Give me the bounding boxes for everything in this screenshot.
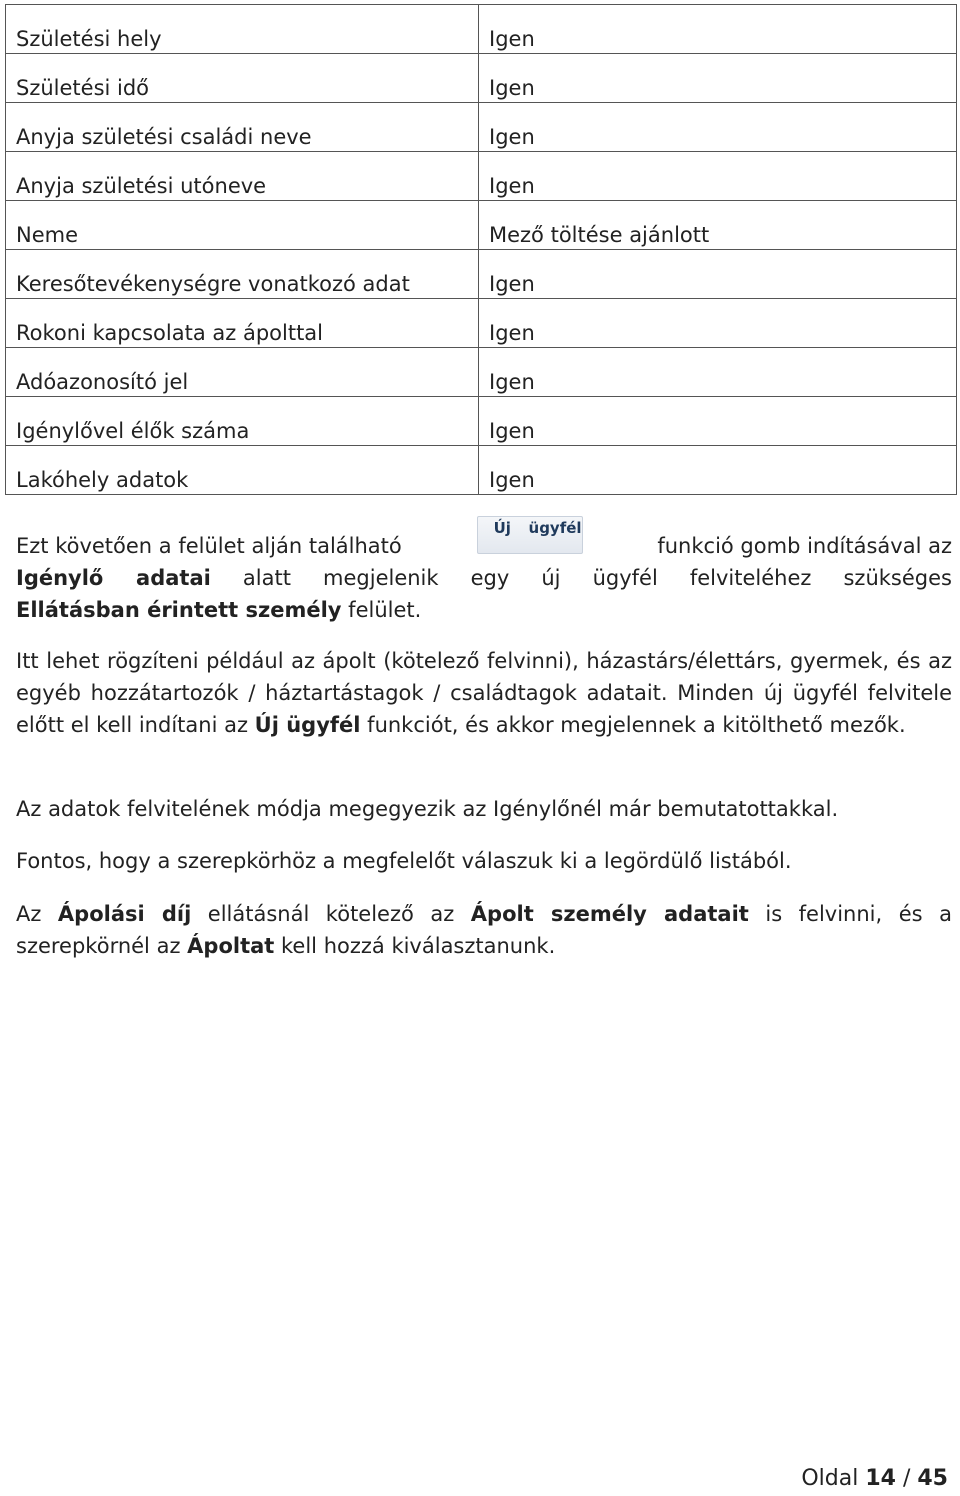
field-name: Keresőtevékenységre vonatkozó adat xyxy=(16,272,410,296)
field-name-cell xyxy=(6,348,479,397)
text-segment: alatt megjelenik egy új ügyfél felviteléhez szükséges xyxy=(242,566,952,590)
field-name: Születési idő xyxy=(16,76,150,100)
field-name: Lakóhely adatok xyxy=(16,468,189,492)
paragraph-line xyxy=(16,594,952,626)
field-name: Születési hely xyxy=(16,27,162,51)
table-row xyxy=(6,446,957,495)
field-name: Adóazonosító jel xyxy=(16,370,189,394)
text-segment: ellátásnál kötelező az xyxy=(207,902,455,926)
required-cell xyxy=(479,397,957,446)
required-cell xyxy=(479,152,957,201)
bold-term: Ápoltat xyxy=(187,934,275,958)
field-name-cell xyxy=(6,250,479,299)
text-segment: funkciót, és akkor megjelennek a kitölthető mezők. xyxy=(367,713,906,737)
required-cell xyxy=(479,446,957,495)
field-name-cell xyxy=(6,54,479,103)
bold-term: Ápolási díj xyxy=(57,902,192,926)
paragraph-line xyxy=(16,562,952,594)
new-client-button-image: Új ügyfél xyxy=(477,516,583,554)
bold-term: Új ügyfél xyxy=(254,713,361,737)
field-name: Neme xyxy=(16,223,79,247)
bold-term: Ellátásban érintett személy xyxy=(16,598,342,622)
field-name: Anyja születési családi neve xyxy=(16,125,312,149)
required-value: Igen xyxy=(489,468,535,492)
required-value: Igen xyxy=(489,272,535,296)
field-name-cell xyxy=(6,446,479,495)
page-separator: / xyxy=(902,1466,911,1491)
table-row xyxy=(6,54,957,103)
field-requirements-table xyxy=(5,4,957,495)
paragraph-role-selection: Fontos, hogy a szerepkörhöz a megfelelőt válaszuk ki a legördülő listából. xyxy=(16,849,792,873)
paragraph-input-method: Az adatok felvitelének módja megegyezik az Igénylőnél már bemutatottakkal. xyxy=(16,797,839,821)
required-cell xyxy=(479,5,957,54)
required-value: Igen xyxy=(489,174,535,198)
required-value: Igen xyxy=(489,27,535,51)
field-name-cell xyxy=(6,103,479,152)
bold-term: Ápolt személy adatait xyxy=(470,902,749,926)
text-segment: funkció gomb indításával az xyxy=(657,534,952,558)
field-name: Anyja születési utóneve xyxy=(16,174,267,198)
field-name-cell xyxy=(6,299,479,348)
paragraph-line xyxy=(16,519,952,562)
text-segment: Itt lehet rögzíteni például az ápolt (kötelező felvinni), házastárs/élettárs, gyermek, és az egyéb hozzátartozók / háztartástagok / családtagok adatait. Minden új ügyfél felvitele előtt el kell indítani az xyxy=(16,649,952,737)
table-row xyxy=(6,201,957,250)
field-name: Igénylővel élők száma xyxy=(16,419,250,443)
text-segment: kell hozzá kiválasztanunk. xyxy=(281,934,556,958)
bold-term: Igénylő adatai xyxy=(16,566,211,590)
required-cell xyxy=(479,201,957,250)
page-number xyxy=(801,1466,948,1491)
text-segment: is felvinni, és a szerepkörnél az xyxy=(16,902,952,958)
required-value: Igen xyxy=(489,370,535,394)
table-row xyxy=(6,103,957,152)
field-name-cell xyxy=(6,397,479,446)
paragraph-record-details xyxy=(16,645,952,741)
table-row xyxy=(6,397,957,446)
text-segment: felület. xyxy=(348,598,422,622)
text-segment: Az xyxy=(16,902,42,926)
field-name: Rokoni kapcsolata az ápolttal xyxy=(16,321,324,345)
required-cell xyxy=(479,103,957,152)
required-value: Igen xyxy=(489,419,535,443)
required-cell xyxy=(479,250,957,299)
required-value: Igen xyxy=(489,125,535,149)
table-row xyxy=(6,152,957,201)
required-value: Igen xyxy=(489,76,535,100)
table-row xyxy=(6,348,957,397)
table-row xyxy=(6,250,957,299)
text-segment: Ezt követően a felület alján található xyxy=(16,534,402,558)
table-row xyxy=(6,5,957,54)
required-value: Igen xyxy=(489,321,535,345)
table-row xyxy=(6,299,957,348)
total-pages: 45 xyxy=(917,1466,948,1491)
paragraph-care-allowance xyxy=(16,898,952,962)
required-cell xyxy=(479,54,957,103)
field-name-cell xyxy=(6,5,479,54)
required-cell xyxy=(479,348,957,397)
field-name-cell xyxy=(6,201,479,250)
paragraph-new-client xyxy=(16,519,952,626)
page-label: Oldal xyxy=(801,1466,859,1491)
field-name-cell xyxy=(6,152,479,201)
required-cell xyxy=(479,299,957,348)
required-value: Mező töltése ajánlott xyxy=(489,223,710,247)
current-page: 14 xyxy=(865,1466,896,1491)
